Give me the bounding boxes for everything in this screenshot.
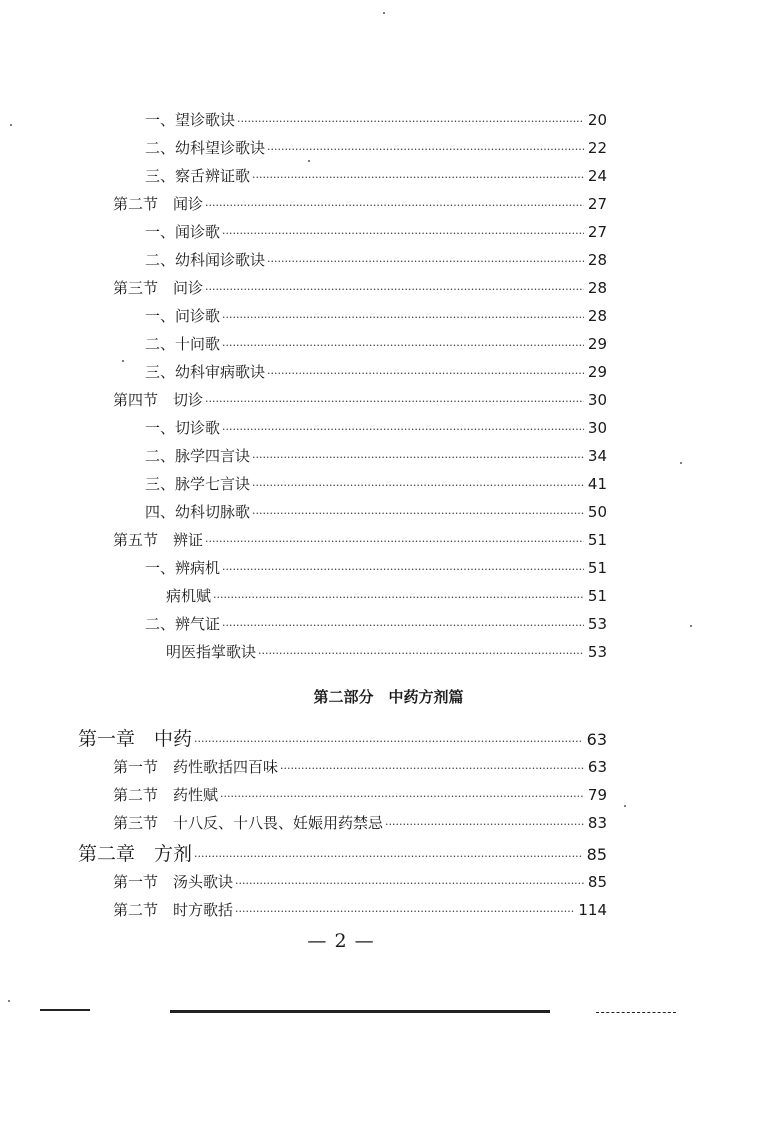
toc-entry-label: 第五节 辨证 <box>113 531 204 549</box>
toc-leader-dots <box>235 902 574 922</box>
toc-entry <box>166 642 607 664</box>
toc-entry-page: 34 <box>587 447 607 465</box>
toc-entry-page: 41 <box>587 475 607 493</box>
toc-leader-dots <box>205 532 584 552</box>
toc-leader-dots <box>222 560 584 580</box>
toc-leader-dots <box>222 336 584 356</box>
toc-entry-page: 24 <box>587 167 607 185</box>
toc-entry-page: 30 <box>587 391 607 409</box>
toc-entry <box>113 757 607 779</box>
toc-entry-page: 63 <box>587 758 607 776</box>
toc-entry-page: 20 <box>587 111 607 129</box>
scan-rule-right <box>596 1012 676 1013</box>
toc-entry <box>145 250 607 272</box>
toc-leader-dots <box>267 364 584 384</box>
toc-entry-page: 85 <box>586 845 607 864</box>
toc-entry-page: 27 <box>587 223 607 241</box>
toc-entry-label: 一、望诊歌诀 <box>145 111 236 129</box>
toc-chapter-entry <box>78 842 607 869</box>
toc-entry-label: 一、问诊歌 <box>145 307 221 325</box>
toc-entry-page: 51 <box>587 559 607 577</box>
toc-leader-dots <box>205 392 584 412</box>
toc-entry-page: 28 <box>587 279 607 297</box>
toc-entry <box>145 446 607 468</box>
toc-entry-label: 第三节 十八反、十八畏、妊娠用药禁忌 <box>113 814 384 832</box>
toc-entry <box>113 785 607 807</box>
page-number: — 2 — <box>307 930 375 952</box>
toc-entry <box>145 558 607 580</box>
toc-entry-page: 29 <box>587 363 607 381</box>
toc-entry-label: 第二节 药性赋 <box>113 786 219 804</box>
toc-entry-label: 第一章 中药 <box>78 728 193 750</box>
toc-entry-label: 二、幼科望诊歌诀 <box>145 139 266 157</box>
toc-entry <box>145 306 607 328</box>
toc-leader-dots <box>267 140 584 160</box>
toc-entry <box>113 813 607 835</box>
toc-entry-page: 50 <box>587 503 607 521</box>
toc-entry-label: 第二节 时方歌括 <box>113 901 234 919</box>
toc-chapter-entry <box>78 727 607 754</box>
toc-entry-label: 一、闻诊歌 <box>145 223 221 241</box>
toc-entry <box>145 474 607 496</box>
toc-entry-page: 114 <box>578 901 607 919</box>
toc-entry <box>113 530 607 552</box>
toc-entry <box>145 614 607 636</box>
toc-leader-dots <box>252 476 584 496</box>
toc-leader-dots <box>280 759 584 779</box>
toc-entry <box>113 194 607 216</box>
scan-speck <box>10 124 12 126</box>
toc-entry <box>145 222 607 244</box>
toc-entry <box>145 418 607 440</box>
toc-entry-label: 第二章 方剂 <box>78 843 193 865</box>
toc-entry <box>113 278 607 300</box>
toc-entry-page: 51 <box>587 587 607 605</box>
toc-leader-dots <box>222 420 584 440</box>
scan-speck <box>690 625 692 627</box>
toc-entry-label: 三、察舌辨证歌 <box>145 167 251 185</box>
toc-leader-dots <box>222 616 584 636</box>
toc-entry-label: 二、辨气证 <box>145 615 221 633</box>
scan-speck <box>624 805 626 807</box>
toc-entry-label: 三、幼科审病歌诀 <box>145 363 266 381</box>
toc-leader-dots <box>222 308 584 328</box>
toc-entry-page: 22 <box>587 139 607 157</box>
toc-entry-page: 79 <box>587 786 607 804</box>
scan-speck <box>680 462 682 464</box>
toc-leader-dots <box>237 112 584 132</box>
part-heading: 第二部分 中药方剂篇 <box>313 688 464 706</box>
scan-rule-left <box>40 1009 90 1011</box>
toc-entry-label: 二、十问歌 <box>145 335 221 353</box>
toc-leader-dots <box>385 815 584 835</box>
toc-entry-label: 病机赋 <box>166 587 212 605</box>
toc-entry <box>113 390 607 412</box>
toc-entry-page: 29 <box>587 335 607 353</box>
toc-entry-label: 四、幼科切脉歌 <box>145 503 251 521</box>
toc-entry-page: 53 <box>587 615 607 633</box>
scan-speck <box>8 1000 10 1002</box>
toc-entry <box>113 872 607 894</box>
toc-entry <box>145 334 607 356</box>
toc-leader-dots <box>205 196 584 216</box>
toc-entry <box>145 138 607 160</box>
scan-rule-center <box>170 1010 550 1013</box>
toc-entry-label: 第三节 问诊 <box>113 279 204 297</box>
toc-leader-dots <box>194 730 583 754</box>
scan-speck <box>383 12 385 14</box>
toc-leader-dots <box>222 224 584 244</box>
toc-leader-dots <box>258 644 584 664</box>
toc-entry-label: 二、脉学四言诀 <box>145 447 251 465</box>
toc-leader-dots <box>220 787 584 807</box>
toc-leader-dots <box>252 448 584 468</box>
toc-leader-dots <box>252 168 584 188</box>
toc-entry-page: 63 <box>586 730 607 749</box>
scan-speck <box>308 160 310 162</box>
toc-entry <box>145 362 607 384</box>
toc-entry-page: 51 <box>587 531 607 549</box>
toc-entry <box>145 502 607 524</box>
toc-entry <box>113 900 607 922</box>
toc-entry-label: 一、切诊歌 <box>145 419 221 437</box>
toc-entry-label: 三、脉学七言诀 <box>145 475 251 493</box>
toc-entry-label: 明医指掌歌诀 <box>166 643 257 661</box>
toc-entry-label: 第四节 切诊 <box>113 391 204 409</box>
toc-leader-dots <box>252 504 584 524</box>
toc-entry-label: 二、幼科闻诊歌诀 <box>145 251 266 269</box>
toc-entry-page: 28 <box>587 251 607 269</box>
toc-entry-page: 53 <box>587 643 607 661</box>
toc-entry <box>166 586 607 608</box>
toc-entry-page: 83 <box>587 814 607 832</box>
toc-entry <box>145 110 607 132</box>
toc-entry-page: 85 <box>587 873 607 891</box>
toc-entry <box>145 166 607 188</box>
toc-leader-dots <box>267 252 584 272</box>
toc-leader-dots <box>213 588 584 608</box>
toc-entry-label: 一、辨病机 <box>145 559 221 577</box>
toc-entry-label: 第二节 闻诊 <box>113 195 204 213</box>
toc-entry-page: 30 <box>587 419 607 437</box>
toc-leader-dots <box>194 845 583 869</box>
toc-entry-page: 28 <box>587 307 607 325</box>
toc-entry-label: 第一节 药性歌括四百味 <box>113 758 279 776</box>
scan-speck <box>122 360 124 362</box>
toc-entry-label: 第一节 汤头歌诀 <box>113 873 234 891</box>
toc-leader-dots <box>205 280 584 300</box>
toc-leader-dots <box>235 874 584 894</box>
toc-entry-page: 27 <box>587 195 607 213</box>
